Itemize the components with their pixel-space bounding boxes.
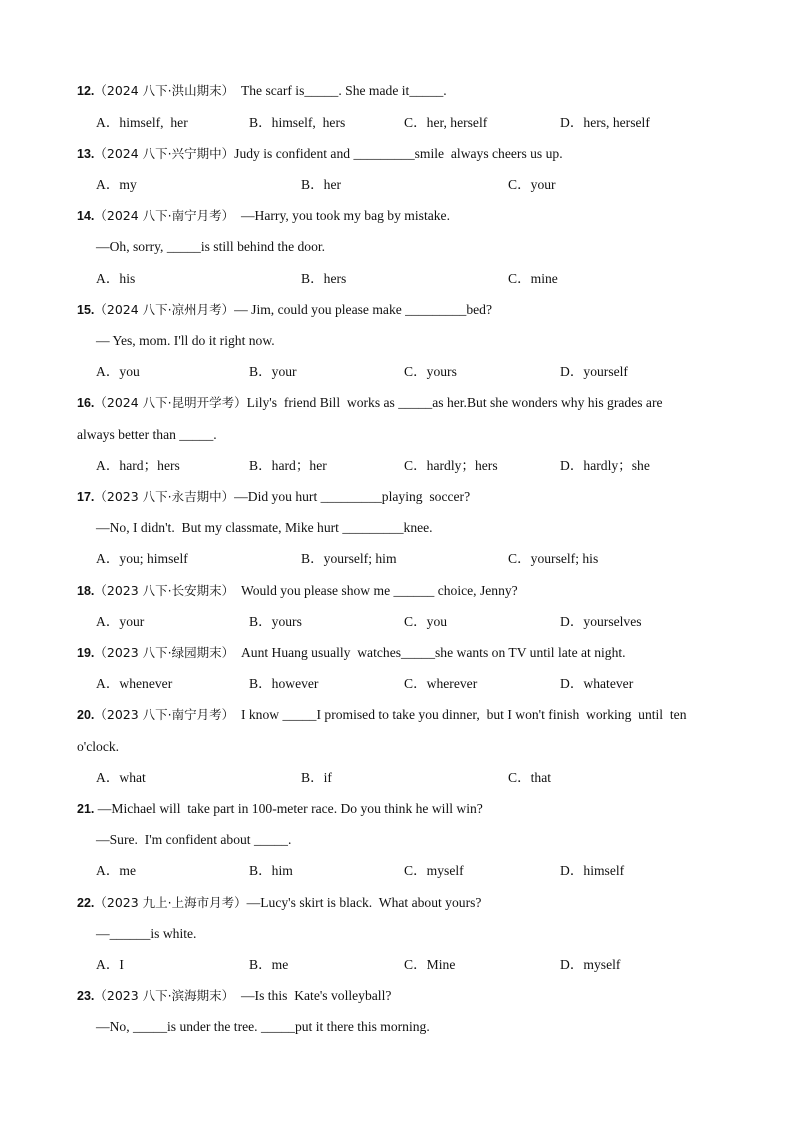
option-a: A．you; himself: [96, 551, 188, 566]
question-16-continuation: always better than _____.: [77, 427, 217, 442]
option-a: A．what: [96, 770, 146, 785]
question-text: —Michael will take part in 100-meter race. Do you think he will win?: [94, 801, 483, 816]
question-source: （2023 八下·南宁月考）: [94, 707, 235, 722]
question-22-stem: [77, 894, 481, 912]
question-text: —Lucy's skirt is black. What about yours?: [246, 895, 482, 910]
option-a: A．my: [96, 177, 137, 192]
question-source: （2024 八下·凉州月考）: [94, 302, 235, 317]
option-a: A．whenever: [96, 676, 173, 691]
option-b: B．her: [301, 177, 342, 192]
question-14-dialogue: —Oh, sorry, _____is still behind the door.: [96, 239, 326, 254]
question-23-stem: [77, 987, 391, 1005]
option-c: C．that: [508, 770, 552, 785]
question-15-stem: [77, 301, 492, 319]
question-text: Would you please show me ______ choice, Jenny?: [234, 583, 518, 598]
question-source: （2023 九上·上海市月考）: [94, 895, 247, 910]
question-number: 16.: [77, 396, 95, 410]
option-a: A．your: [96, 614, 145, 629]
option-d: D．hardly；she: [560, 458, 650, 473]
option-b: B．hers: [301, 271, 347, 286]
question-source: （2024 八下·洪山期末）: [94, 83, 235, 98]
option-b: B．yours: [249, 614, 302, 629]
question-text: Lily's friend Bill works as _____as her.But she wonders why his grades are: [246, 395, 663, 410]
question-source: （2024 八下·兴宁期中）: [94, 146, 235, 161]
option-a: A．his: [96, 271, 136, 286]
option-d: D．whatever: [560, 676, 634, 691]
option-c: C．yourself; his: [508, 551, 599, 566]
question-text: —Is this Kate's volleyball?: [234, 988, 392, 1003]
question-21-dialogue: —Sure. I'm confident about _____.: [96, 832, 292, 847]
question-17-stem: [77, 488, 470, 506]
option-d: D．yourself: [560, 364, 628, 379]
question-source: （2023 八下·滨海期末）: [94, 988, 235, 1003]
question-number: 22.: [77, 896, 95, 910]
question-14-stem: [77, 207, 450, 225]
question-23-dialogue: —No, _____is under the tree. _____put it there this morning.: [96, 1019, 430, 1034]
option-b: B．him: [249, 863, 293, 878]
question-22-dialogue: —______is white.: [96, 926, 197, 941]
question-source: （2024 八下·昆明开学考）: [94, 395, 247, 410]
question-number: 15.: [77, 303, 95, 317]
question-18-stem: [77, 582, 518, 600]
option-a: A．I: [96, 957, 124, 972]
option-c: C．mine: [508, 271, 558, 286]
option-a: A．you: [96, 364, 140, 379]
question-text: Aunt Huang usually watches_____she wants on TV until late at night.: [234, 645, 626, 660]
option-a: A．me: [96, 863, 137, 878]
option-c: C．wherever: [404, 676, 478, 691]
question-12-stem: [77, 82, 447, 100]
question-20-continuation: o'clock.: [77, 739, 120, 754]
option-d: D．myself: [560, 957, 621, 972]
option-c: C．Mine: [404, 957, 456, 972]
question-13-stem: [77, 145, 563, 163]
question-text: Judy is confident and _________smile always cheers us up.: [234, 146, 563, 161]
option-c: C．yours: [404, 364, 457, 379]
question-19-stem: [77, 644, 626, 662]
option-c: C．hardly；hers: [404, 458, 498, 473]
question-number: 19.: [77, 646, 95, 660]
question-text: —Did you hurt _________playing soccer?: [234, 489, 471, 504]
option-b: B．however: [249, 676, 319, 691]
question-number: 17.: [77, 490, 95, 504]
question-text: I know _____I promised to take you dinner, but I won't finish working until ten: [234, 707, 687, 722]
question-number: 12.: [77, 84, 95, 98]
question-source: （2023 八下·永吉期中）: [94, 489, 235, 504]
question-21-stem: [77, 800, 483, 818]
question-number: 18.: [77, 584, 95, 598]
option-c: C．your: [508, 177, 556, 192]
question-source: （2023 八下·长安期末）: [94, 583, 235, 598]
question-number: 21.: [77, 802, 95, 816]
option-b: B．your: [249, 364, 297, 379]
option-b: B．yourself; him: [301, 551, 397, 566]
question-text: — Jim, could you please make _________bed?: [234, 302, 493, 317]
option-c: C．her, herself: [404, 115, 488, 130]
option-a: A．himself, her: [96, 115, 188, 130]
question-17-dialogue: —No, I didn't. But my classmate, Mike hurt _________knee.: [96, 520, 433, 535]
option-b: B．me: [249, 957, 289, 972]
question-number: 20.: [77, 708, 95, 722]
question-source: （2023 八下·绿园期末）: [94, 645, 235, 660]
question-15-dialogue: — Yes, mom. I'll do it right now.: [96, 333, 275, 348]
option-b: B．hard；her: [249, 458, 327, 473]
question-number: 14.: [77, 209, 95, 223]
option-d: D．hers, herself: [560, 115, 650, 130]
question-source: （2024 八下·南宁月考）: [94, 208, 235, 223]
question-text: —Harry, you took my bag by mistake.: [234, 208, 450, 223]
option-d: D．himself: [560, 863, 625, 878]
question-number: 13.: [77, 147, 95, 161]
option-c: C．you: [404, 614, 448, 629]
option-a: A．hard；hers: [96, 458, 180, 473]
question-text: The scarf is_____. She made it_____.: [234, 83, 447, 98]
question-number: 23.: [77, 989, 95, 1003]
question-16-stem: [77, 394, 663, 412]
option-d: D．yourselves: [560, 614, 642, 629]
option-b: B．himself, hers: [249, 115, 346, 130]
option-c: C．myself: [404, 863, 464, 878]
question-20-stem: [77, 706, 687, 724]
option-b: B．if: [301, 770, 332, 785]
